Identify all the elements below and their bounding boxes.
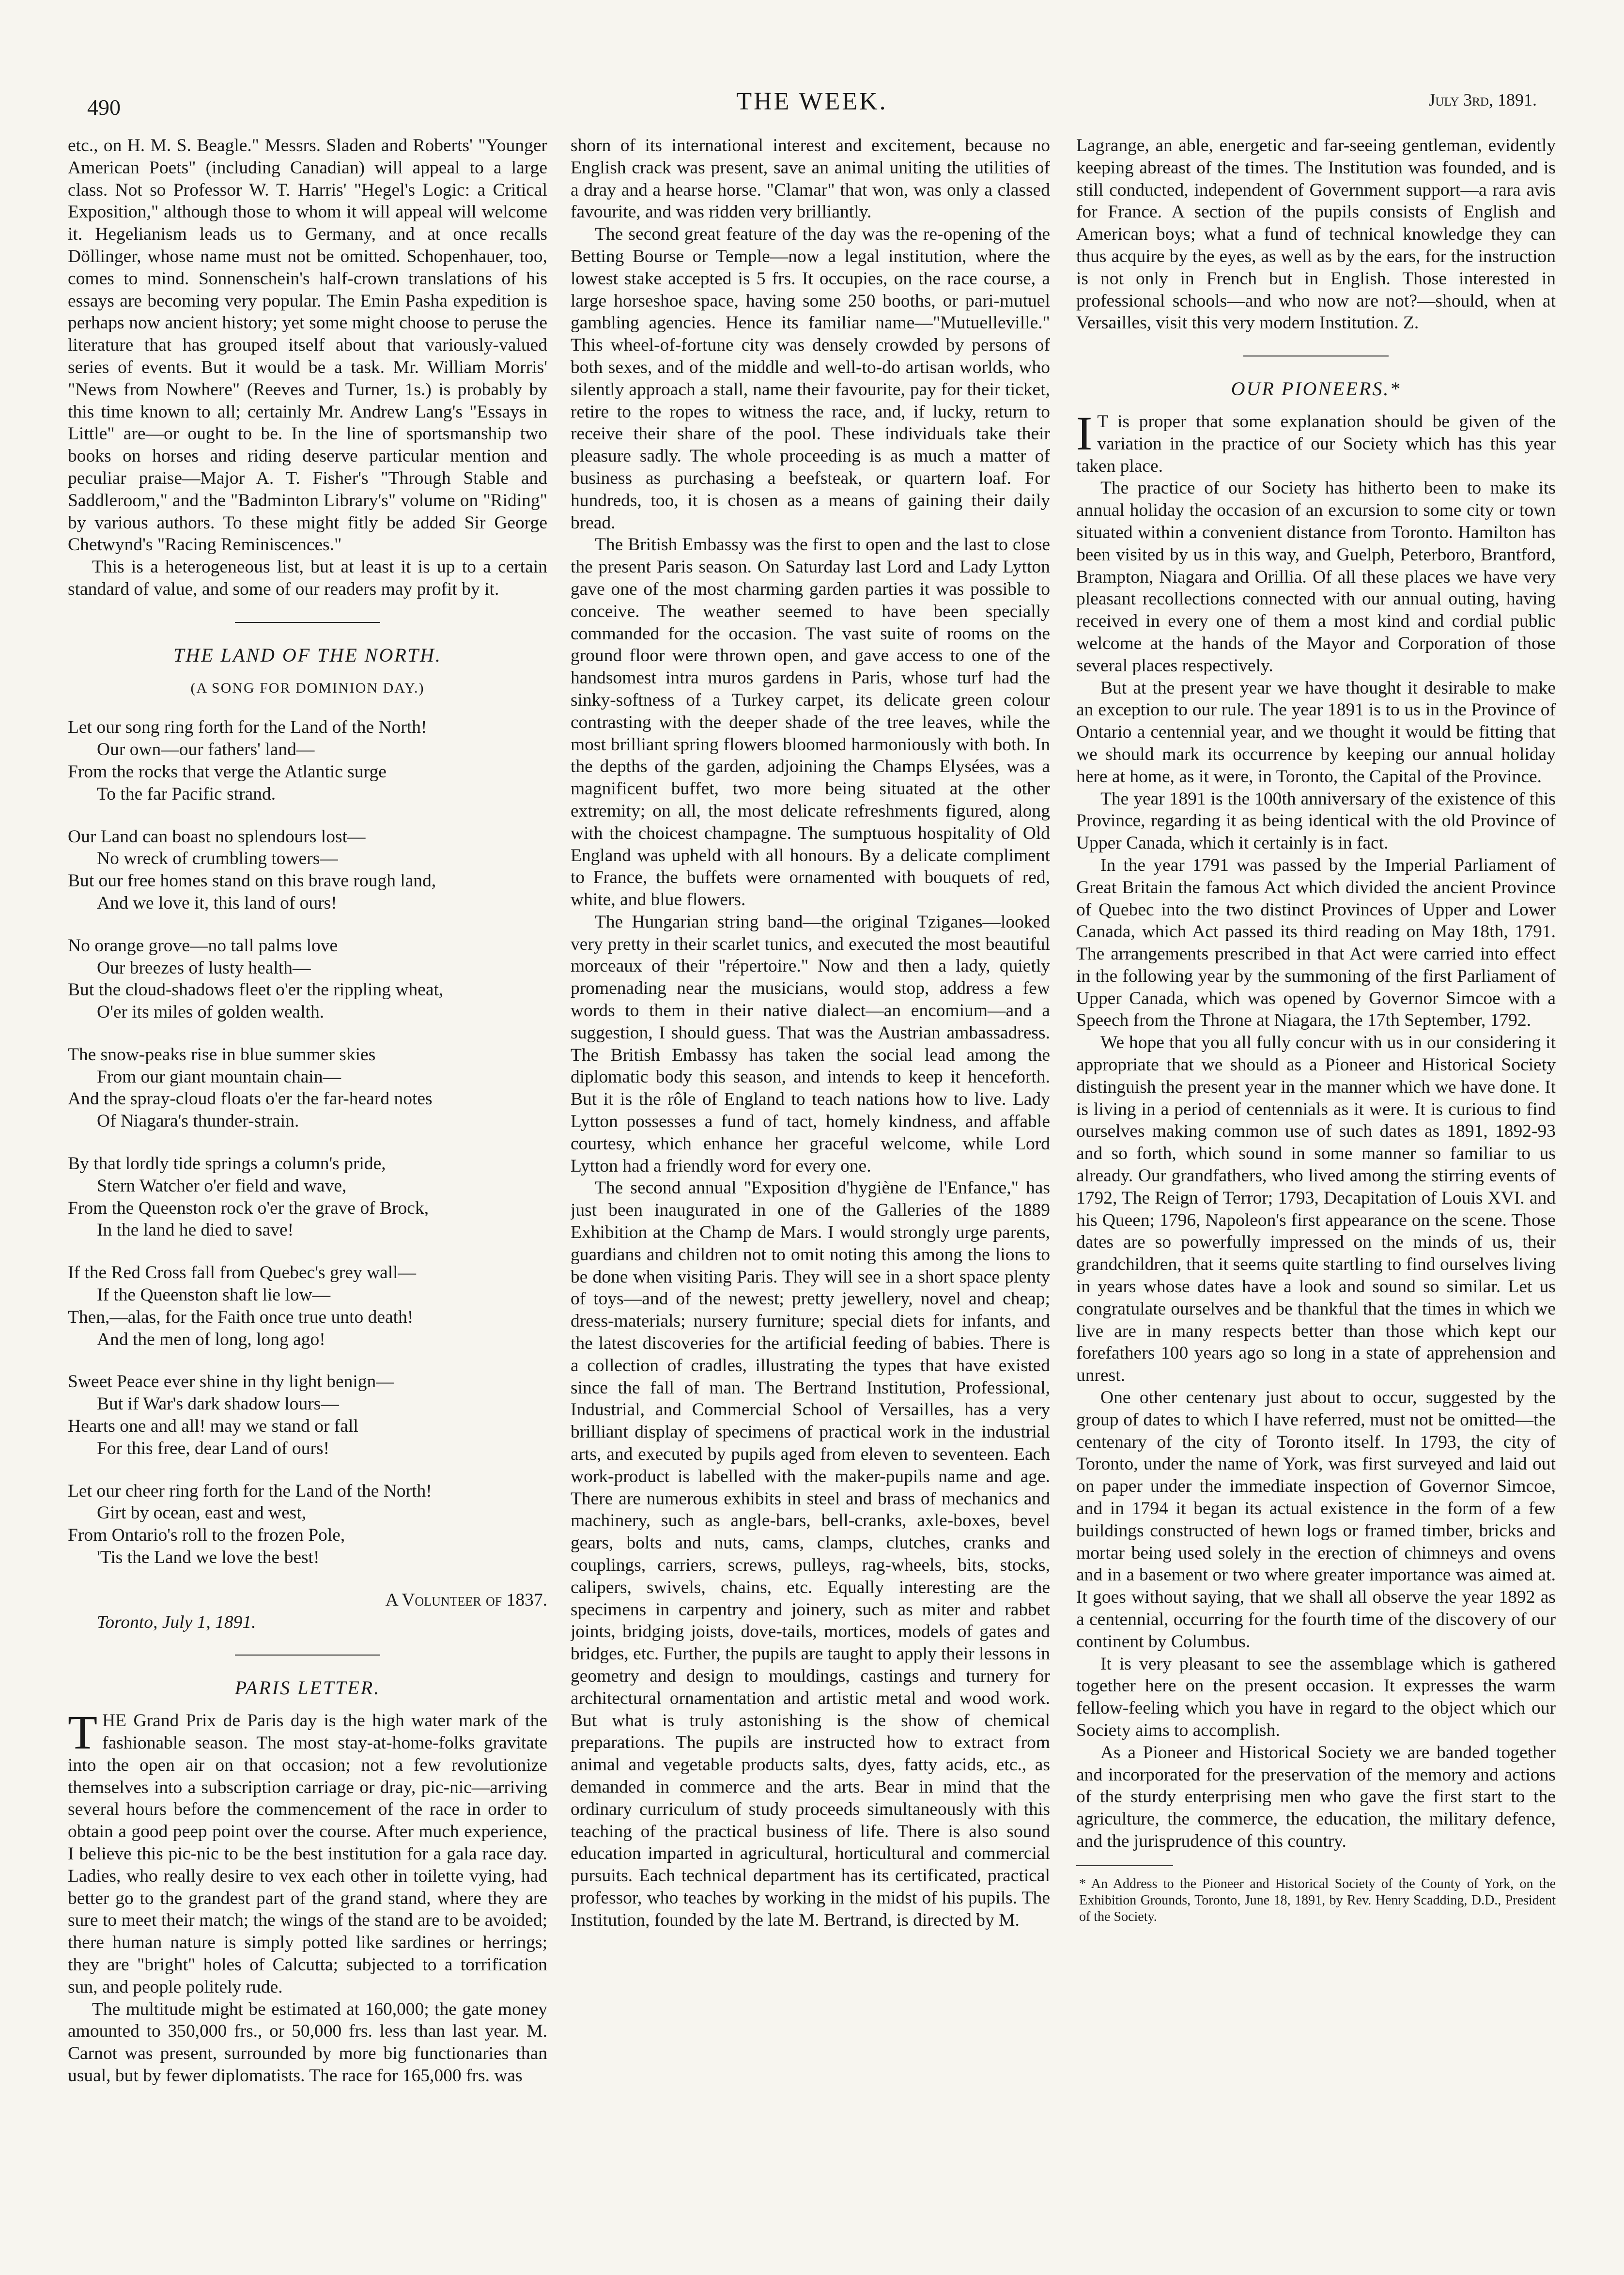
article-title: OUR PIONEERS.* [1231, 378, 1401, 400]
poem-line: Sweet Peace ever shine in thy light benign— [68, 1372, 394, 1392]
article-paragraph: This is a heterogeneous list, but at least it is up to a certain standard of value, and some of our readers may profit by it. [68, 557, 547, 599]
poem-line: For this free, dear Land of ours! [97, 1438, 330, 1458]
poem-signature: A Volunteer of 1837. [385, 1590, 547, 1610]
footnote-divider [1076, 1865, 1173, 1866]
article-paragraph: In the year 1791 was passed by the Imperial Parliament of Great Britain the famous Act which divided the ancient Province of Quebec into the two distinct Provinces of Upper and Lower Canada, which Act passed its third reading on May 18th, 1791. The arrangements prescribed in that Act were carried into effect in the following year by the summoning of the first Parliament of Upper Canada, which was opened by Governor Simcoe with a Speech from the Throne at Niagara, the 17th September, 1792. [1076, 855, 1556, 1031]
poem-stanza [68, 1153, 547, 1241]
poem-line: Girt by ocean, east and west, [97, 1503, 307, 1523]
poem-line: And the men of long, long ago! [97, 1329, 325, 1349]
article-title: PARIS LETTER. [234, 1677, 381, 1699]
article-paragraph: We hope that you all fully concur with us in our considering it appropriate that we should as a Pioneer and Historical Society distinguish the present year in the manner which we have done. It is living in a period of centennials as it were. It is curious to find ourselves making common use of such dates as 1891, 1892-93 and so forth, which sound in some manner so familiar to us already. Our grandfathers, who lived among the stirring events of 1792, The Reign of Terror; 1793, Decapitation of Louis XVI. and his Queen; 1796, Napoleon's first appearance on the scene. Those dates are so powerfully impressed on the minds of us, their grandchildren, that it seems quite startling to find ourselves living in years whose dates have a look and sound so similar. Let us congratulate ourselves and be thankful that the times in which we live are in many respects better than those which kept our forefathers 100 years ago so long in a state of apprehension and unrest. [1076, 1033, 1556, 1386]
poem-line: If the Queenston shaft lie low— [97, 1285, 331, 1305]
poem-stanza [68, 1262, 547, 1350]
poem-stanza [68, 716, 547, 805]
poem-line: Hearts one and all! may we stand or fall [68, 1416, 358, 1437]
poem-line: In the land he died to save! [97, 1220, 294, 1240]
column-3 [1076, 135, 1556, 2256]
publication-title: THE WEEK. [736, 88, 888, 115]
poem-line: Our own—our fathers' land— [97, 740, 315, 760]
poem-line: Let our cheer ring forth for the Land of the North! [68, 1481, 432, 1501]
page-header [0, 0, 1624, 126]
poem-line: Let our song ring forth for the Land of the North! [68, 717, 427, 738]
poem-line: Our breezes of lusty health— [97, 958, 311, 978]
article-paragraph: The multitude might be estimated at 160,000; the gate money amounted to 350,000 frs., or 50,000 frs. less than last year. M. Carnot was present, surrounded by more big functionaries than usual, but by fewer diplomatists. The race for 165,000 frs. was [68, 1999, 547, 2086]
poem-line: From the rocks that verge the Atlantic surge [68, 761, 387, 782]
poem-body [68, 716, 547, 1569]
poem-line: From Ontario's roll to the frozen Pole, [68, 1525, 345, 1546]
poem-line: But our free homes stand on this brave rough land, [68, 871, 436, 891]
poem-line: No orange grove—no tall palms love [68, 935, 338, 956]
poem-line: Our Land can boast no splendours lost— [68, 826, 366, 847]
footnote: * An Address to the Pioneer and Historical Society of the County of York, on the Exhibition Grounds, Toronto, June 18, 1891, by Rev. Henry Scadding, D.D., President of the Society. [1079, 1876, 1556, 1924]
article-paragraph: As a Pioneer and Historical Society we are banded together and incorporated for the preservation of the memory and actions of the sturdy enterprising men who gave the first start to the agriculture, the commerce, the education, the military defence, and the jurisprudence of this country. [1076, 1742, 1556, 1851]
article-paragraph: The second great feature of the day was the re-opening of the Betting Bourse or Temple—now a legal institution, where the lowest stake accepted is 5 frs. It occupies, on the race course, a large horseshoe space, having some 250 booths, or pari-mutuel gambling agencies. Hence its familiar name—"Mutuelleville." This wheel-of-fortune city was densely crowded by persons of both sexes, and of the middle and well-to-do artisan worlds, who silently approach a stall, name their favourite, pay for their ticket, retire to the ropes to witness the race, and, if lucky, return to receive their share of the pool. These individuals take their pleasure sadly. The whole proceeding is as much a matter of business as purchasing a beefsteak, or quartern loaf. For hundreds, too, it is chosen as a means of gaining their daily bread. [571, 224, 1050, 533]
poem-line: From our giant mountain chain— [97, 1067, 341, 1087]
article-paragraph: Lagrange, an able, energetic and far-seeing gentleman, evidently keeping abreast of the times. The Institution was founded, and is still conducted, independent of Government support—a rara avis for France. A section of the pupils consists of English and American boys; what a fund of technical knowledge they can thus acquire by the eyes, as well as by the ears, for the instruction is not only in French but in English. Those interested in professional schools—and who now are not?—should, when at Versailles, visit this very modern Institution. Z. [1076, 136, 1556, 333]
poem-line: Stern Watcher o'er field and wave, [97, 1176, 347, 1196]
paragraph-text: T is proper that some explanation should be given of the variation in the practice of our Society which has this year taken place. [1076, 411, 1556, 476]
article-paragraph: shorn of its international interest and excitement, because no English crack was present, save an animal uniting the utilities of a dray and a hearse horse. "Clamar" that won, was only a classed favourite, and was ridden very brilliantly. [571, 136, 1050, 222]
column-2 [571, 135, 1050, 2256]
issue-date: July 3rd, 1891. [1428, 90, 1537, 109]
drop-cap: I [1076, 406, 1093, 460]
article-paragraph: The second annual "Exposition d'hygiène de l'Enfance," has just been inaugurated in one of the Galleries of the 1889 Exhibition at the Champ de Mars. I would strongly urge parents, guardians and children not to omit noting this among the lions to be done when visiting Paris. They will see in a short space plenty of toys—and of the newest; pretty jewellery, novel and cheap; dress-materials; nursery furniture; special diets for infants, and the latest discoveries for the artificial feeding of babies. There is a collection of cradles, illustrating the types that have existed since the fall of man. The Bertrand Institution, Professional, Industrial, and Commercial School of Versailles, has a very brilliant display of specimens of practical work in the industrial arts, and executed by pupils aged from eleven to seventeen. Each work-product is labelled with the maker-pupils name and age. There are numerous exhibits in steel and brass of mechanics and machinery, such as angle-bars, bell-cranks, axle-boxes, bevel gears, bolts and nuts, cams, clamps, clutches, cranks and couplings, carriers, screws, pulleys, rag-wheels, bits, stocks, calipers, swivels, chains, etc. Equally interesting are the specimens in carpentry and joinery, such as miter and rabbet joints, bridging joists, dove-tails, mortices, models of gates and bridges, etc. Further, the pupils are taught to apply their lessons in geometry and design to mouldings, castings and turnery for architectural ornamentation and artistic metal and wood work. But what is truly astonishing is the show of chemical preparations. The pupils are instructed how to extract from animal and vegetable products salts, dyes, fatty acids, etc., as demanded in commerce and the arts. Bear in mind that the ordinary curriculum of study proceeds simultaneously with this teaching of the practical business of life. There is also sound education imparted in agricultural, horticultural and commercial pursuits. Each technical department has its certificated, practical professor, who teaches by working in the midst of his pupils. The Institution, founded by the late M. Bertrand, is directed by M. [571, 1178, 1050, 1930]
paragraph-text: HE Grand Prix de Paris day is the high water mark of the fashionable season. The most stay-at-home-folks gravitate into the open air on that occasion; not a few revolutionize themselves into a subscription carriage or dray, pic-nic—arriving several hours before the commencement of the race in order to obtain a good peep point over the course. After much experience, I believe this pic-nic to be the best institution for a gala race day. Ladies, who really desire to vex each other in toilette vying, had better go to the grandest part of the grand stand, where they are sure to meet their match; the wings of the stand are to be avoided; there human nature is simply potted like sardines or herrings; they are "bright" holes of Calcutta; subjected to a torrification sun, and people politely rude. [68, 1711, 547, 1997]
article-paragraph: The year 1891 is the 100th anniversary of the existence of this Province, regarding it as being identical with the old Province of Upper Canada, which it certainly is in fact. [1076, 789, 1556, 853]
article-paragraph: The Hungarian string band—the original Tziganes—looked very pretty in their scarlet tunics, and executed the most beautiful morceaux of their "répertoire." Now and then a lady, quietly promenading near the musicians, would stop, address a few words to them in their native dialect—an encomium—and a suggestion, I should guess. That was the Austrian ambassadress. The British Embassy has taken the social lead among the diplomatic body this season, and intends to keep it henceforth. But it is the rôle of England to teach nations how to live. Lady Lytton possesses a fund of tact, homely kindness, and affable courtesy, which enhance her graceful welcome, while Lord Lytton had a friendly word for every one. [571, 912, 1050, 1176]
poem-title: THE LAND OF THE NORTH. [173, 644, 442, 666]
poem-stanza [68, 1371, 547, 1459]
article-paragraph: It is very pleasant to see the assemblage which is gathered together here on the present occasion. It expresses the warm fellow-feeling which you have in regard to the object which our Society aims to accomplish. [1076, 1654, 1556, 1740]
article-paragraph [68, 1705, 547, 1998]
section-divider [235, 622, 380, 623]
poem-line: No wreck of crumbling towers— [97, 849, 338, 869]
poem-line: Then,—alas, for the Faith once true unto death! [68, 1307, 414, 1327]
poem-line: From the Queenston rock o'er the grave of Brock, [68, 1198, 429, 1218]
poem-line: Of Niagara's thunder-strain. [97, 1111, 299, 1131]
poem-line: O'er its miles of golden wealth. [97, 1002, 325, 1022]
article-paragraph: etc., on H. M. S. Beagle." Messrs. Sladen and Roberts' "Younger American Poets" (including Canadian) will appeal to a large class. Not so Professor W. T. Harris' "Hegel's Logic: a Critical Exposition," although those to whom it will appeal will welcome it. Hegelianism leads us to Germany, and at once recalls Döllinger, whose name must not be omitted. Schopenhauer, too, comes to mind. Sonnenschein's half-crown translations of his essays are becoming very popular. The Emin Pasha expedition is perhaps now ancient history; yet some might choose to peruse the literature that has grouped itself about that variously-valued series of events. But it would be a task. Mr. William Morris' "News from Nowhere" (Reeves and Turner, 1s.) is probably by this time known to all; certainly Mr. Andrew Lang's "Essays in Little" are—or ought to be. In the line of sportsmanship two books on horses and riding deserve particular mention and peculiar praise—Major A. T. Fisher's "Through Stable and Saddleroom," and the "Badminton Library's" volume on "Riding" by various authors. To these might fitly be added Sir George Chetwynd's "Racing Reminiscences." [68, 136, 547, 555]
article-paragraph: The practice of our Society has hitherto been to make its annual holiday the occasion of an excursion to some city or town situated within a convenient distance from Toronto. Hamilton has been visited by us in this way, and Guelph, Peterboro, Brantford, Brampton, Niagara and Orillia. Of all these places we have very pleasant recollections connected with our annual outing, having received in every one of them a most kind and cordial public welcome at the hands of the Mayor and Corporation of those several places respectively. [1076, 478, 1556, 676]
poem-stanza [68, 1044, 547, 1132]
poem-line: But if War's dark shadow lours— [97, 1394, 339, 1414]
article-paragraph: But at the present year we have thought it desirable to make an exception to our rule. The year 1891 is to us in the Province of Ontario a centennial year, and we thought it would be fitting that we should mark its occurrence by keeping our annual holiday here at home, as it were, in Toronto, the Capital of the Province. [1076, 678, 1556, 787]
poem-line: To the far Pacific strand. [97, 784, 276, 804]
poem-line: 'Tis the Land we love the best! [97, 1548, 320, 1568]
poem-line: And the spray-cloud floats o'er the far-heard notes [68, 1089, 433, 1109]
drop-cap: T [68, 1705, 98, 1760]
poem-line: The snow-peaks rise in blue summer skies [68, 1044, 376, 1065]
poem-place-date: Toronto, July 1, 1891. [97, 1612, 256, 1632]
poem-subtitle: (A SONG FOR DOMINION DAY.) [190, 680, 425, 696]
section-divider [235, 1655, 380, 1656]
poem-line: If the Red Cross fall from Quebec's grey wall— [68, 1263, 417, 1283]
poem-stanza [68, 826, 547, 914]
poem-line: But the cloud-shadows fleet o'er the rippling wheat, [68, 980, 444, 1000]
article-paragraph: One other centenary just about to occur, suggested by the group of dates to which I have referred, must not be omitted—the centenary of the city of Toronto itself. In 1793, the city of Toronto, under the name of York, was first surveyed and laid out on paper under the immediate inspection of Governor Simcoe, and in 1794 it began its actual existence in the form of a few buildings constructed of hewn logs or framed timber, bricks and mortar being used solely in the erection of chimneys and ovens and in a basement or two where greater importance was aimed at. It goes without saying, that we shall all observe the year 1892 as a centennial, occurring for the fourth time of the discovery of our continent by Columbus. [1076, 1388, 1556, 1652]
article-paragraph: The British Embassy was the first to open and the last to close the present Paris season. On Saturday last Lord and Lady Lytton gave one of the most charming garden parties it was possible to conceive. The weather seemed to have been specially commanded for the occasion. The vast suite of rooms on the ground floor were thrown open, and gave access to one of the handsomest intra muros gardens in Paris, whose turf had the sinky-softness of a Turkey carpet, its delicate green colour contrasting with the deeper shade of the tree leaves, while the most brilliant spring flowers bloomed harmoniously with both. In the depths of the garden, adjoining the Champs Elysées, was a magnificent buffet, two more being situated at the other extremity; on all, the most delicate refreshments figured, along with the choicest champagne. The sumptuous hospitality of Old England was upheld with all honours. By a delicate compliment to France, the buffets were ornamented with bouquets of red, white, and blue flowers. [571, 535, 1050, 910]
poem-line: And we love it, this land of ours! [97, 893, 337, 913]
poem-stanza [68, 1480, 547, 1569]
article-paragraph [1076, 406, 1556, 477]
poem-stanza [68, 935, 547, 1023]
poem-line: By that lordly tide springs a column's pride, [68, 1154, 386, 1174]
page-number: 490 [87, 95, 121, 120]
column-1 [68, 135, 547, 2256]
